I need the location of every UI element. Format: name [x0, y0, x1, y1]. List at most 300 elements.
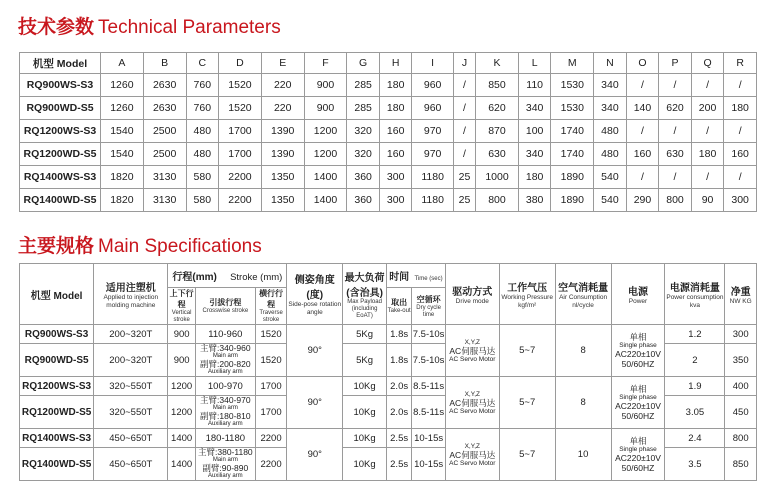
spec-row-machine: 450~650T [94, 448, 168, 481]
spec-group-rotation: 90° [287, 377, 343, 429]
tech-cell: 1540 [101, 143, 144, 166]
tech-cell: 90 [691, 189, 724, 212]
tech-row-model: RQ900WS-S3 [20, 74, 101, 97]
takeout-en: Take-out [387, 308, 411, 314]
tech-cell: 180 [379, 97, 412, 120]
tech-cell: 300 [724, 189, 757, 212]
tech-cell: 1530 [551, 97, 594, 120]
powercons-cn: 电源消耗量 [669, 282, 720, 294]
tech-cell: 480 [594, 143, 627, 166]
tech-cell: 160 [626, 143, 659, 166]
tech-cell: 110 [518, 74, 551, 97]
tech-cell: 360 [347, 166, 380, 189]
tech-cell: / [626, 120, 659, 143]
power-phase-cn: 单相 [629, 332, 647, 342]
spec-row-powercons: 2 [665, 344, 725, 377]
spec-group-pressure: 5~7 [499, 325, 555, 377]
power-phase-cn: 单相 [629, 384, 647, 394]
spec-header-power [611, 264, 665, 325]
tech-cell: 140 [626, 97, 659, 120]
spec-row-drycycle: 10-15s [412, 448, 446, 481]
tech-row [20, 189, 757, 212]
power-cn: 电源 [627, 286, 648, 298]
spec-header-vertical [168, 288, 195, 325]
spec-header-powercons [665, 264, 725, 325]
spec-row-machine: 320~550T [94, 396, 168, 429]
tech-cell: / [453, 74, 475, 97]
tech-col-n: N [594, 53, 627, 74]
tech-row-model: RQ1400WS-S3 [20, 166, 101, 189]
spec-row-crosswise: 110-960 [195, 325, 255, 344]
tech-col-q: Q [691, 53, 724, 74]
pressure-en: Working Pressure kgf/m² [501, 293, 553, 309]
spec-row-traverse: 2200 [255, 448, 287, 481]
spec-row-weight: 850 [725, 448, 757, 481]
tech-cell: 290 [626, 189, 659, 212]
spec-row-powercons: 3.05 [665, 396, 725, 429]
tech-cell: / [691, 74, 724, 97]
tech-cell: 100 [518, 120, 551, 143]
spec-header-weight [725, 264, 757, 325]
spec-row-vertical: 900 [168, 344, 195, 377]
tech-cell: 300 [379, 189, 412, 212]
air-cn: 空气消耗量 [558, 282, 609, 294]
tech-col-d: D [219, 53, 262, 74]
drive-type-cn: AC伺服马达 [449, 449, 496, 460]
tech-cell: 340 [594, 97, 627, 120]
main-specifications-table [19, 263, 757, 481]
spec-header-payload [343, 264, 387, 325]
tech-cell: 1000 [476, 166, 519, 189]
vertical-cn: 上下行程 [169, 289, 194, 309]
tech-cell: 1200 [304, 120, 347, 143]
tech-cell: 1820 [101, 189, 144, 212]
drive-type-en: AC Servo Motor [449, 407, 496, 415]
spec-row-weight: 800 [725, 429, 757, 448]
tech-cell: 760 [186, 74, 219, 97]
spec-group-air: 8 [555, 377, 611, 429]
power-phase-en: Single phase [619, 394, 657, 401]
tech-row [20, 97, 757, 120]
spec-row-model: RQ1400WD-S5 [20, 448, 94, 481]
tech-cell: 850 [476, 74, 519, 97]
tech-cell: 1700 [219, 143, 262, 166]
tech-cell: 1740 [551, 143, 594, 166]
weight-en: NW KG [729, 297, 752, 305]
tech-cell: 960 [412, 97, 453, 120]
tech-cell: / [453, 143, 475, 166]
tech-cell: 1820 [101, 166, 144, 189]
machine-en: Applied to injection molding machine [103, 293, 159, 309]
tech-header-model: 机型 Model [20, 53, 101, 74]
tech-cell: 3130 [143, 166, 186, 189]
spec-group-drive [445, 429, 499, 481]
tech-cell: 160 [724, 143, 757, 166]
spec-row-traverse: 1700 [255, 377, 287, 396]
spec-row-takeout: 2.0s [386, 396, 411, 429]
spec-group-rotation: 90° [287, 429, 343, 481]
tech-cell: 1350 [261, 189, 304, 212]
tech-cell: / [453, 97, 475, 120]
tech-row-model: RQ1200WD-S5 [20, 143, 101, 166]
spec-row-crosswise [195, 396, 255, 429]
spec-title-cn: 主要规格 [18, 236, 95, 257]
spec-row-drycycle: 7.5-10s [412, 325, 446, 344]
spec-section-title [18, 231, 262, 258]
tech-cell: 180 [691, 143, 724, 166]
spec-row-powercons: 3.5 [665, 448, 725, 481]
crosswise-aux-arm-en: Auxiliary arm [207, 369, 243, 375]
takeout-cn: 取出 [391, 298, 408, 307]
tech-row [20, 74, 757, 97]
power-frequency: 50/60HZ [621, 411, 655, 421]
tech-cell: 480 [594, 120, 627, 143]
spec-header-pressure [499, 264, 555, 325]
tech-col-o: O [626, 53, 659, 74]
drive-axes: X,Y,Z [464, 338, 480, 346]
tech-cell: 970 [412, 143, 453, 166]
power-phase-en: Single phase [619, 342, 657, 349]
power-voltage: AC220±10V [615, 349, 661, 359]
spec-row-weight: 350 [725, 344, 757, 377]
spec-row-drycycle: 8.5-11s [412, 377, 446, 396]
tech-cell: 1200 [304, 143, 347, 166]
tech-cell: 540 [594, 166, 627, 189]
tech-cell: 3130 [143, 189, 186, 212]
spec-row-weight: 300 [725, 325, 757, 344]
tech-cell: 1890 [551, 166, 594, 189]
spec-group-drive [445, 377, 499, 429]
stroke-en: Stroke (mm) [230, 272, 283, 283]
spec-header-stroke [168, 264, 287, 288]
tech-cell: / [659, 74, 692, 97]
spec-header-drycycle [412, 288, 446, 325]
tech-cell: 760 [186, 97, 219, 120]
tech-cell: 285 [347, 74, 380, 97]
crosswise-cn: 引拔行程 [209, 298, 242, 307]
tech-cell: 800 [476, 189, 519, 212]
tech-cell: 180 [518, 166, 551, 189]
power-phase-cn: 单相 [629, 436, 647, 446]
rotation-cn: 侧姿角度(度) [294, 275, 335, 301]
spec-header-crosswise [195, 288, 255, 325]
spec-row-crosswise: 180-1180 [195, 429, 255, 448]
tech-cell: 630 [476, 143, 519, 166]
spec-header-takeout [386, 288, 411, 325]
tech-title-cn: 技术参数 [18, 17, 95, 38]
spec-header-traverse [255, 288, 287, 325]
power-frequency: 50/60HZ [621, 359, 655, 369]
tech-cell: 1260 [101, 97, 144, 120]
spec-row [20, 429, 757, 448]
drive-axes: X,Y,Z [464, 390, 480, 398]
tech-cell: 540 [594, 189, 627, 212]
spec-row-vertical: 1200 [168, 377, 195, 396]
tech-cell: 2200 [219, 189, 262, 212]
tech-cell: 1890 [551, 189, 594, 212]
crosswise-aux-arm: 副臂:90-890 [202, 463, 249, 473]
tech-header-row [20, 53, 757, 74]
tech-cell: 200 [691, 97, 724, 120]
spec-row-takeout: 2.5s [386, 448, 411, 481]
tech-cell: 480 [186, 120, 219, 143]
spec-header-rotation [287, 264, 343, 325]
tech-cell: / [691, 120, 724, 143]
tech-cell: 2500 [143, 120, 186, 143]
spec-row-crosswise [195, 344, 255, 377]
tech-row [20, 166, 757, 189]
crosswise-main-arm: 主臂:340-960 [200, 343, 251, 353]
spec-row-model: RQ900WD-S5 [20, 344, 94, 377]
crosswise-aux-arm-en: Auxiliary arm [207, 421, 243, 427]
tech-cell: / [626, 166, 659, 189]
spec-row-takeout: 1.8s [386, 344, 411, 377]
spec-row-machine: 200~320T [94, 325, 168, 344]
spec-group-drive [445, 325, 499, 377]
crosswise-main-arm-en: Main arm [212, 353, 238, 359]
tech-cell: 1520 [219, 97, 262, 120]
tech-cell: 1520 [219, 74, 262, 97]
tech-cell: / [659, 166, 692, 189]
tech-cell: / [453, 120, 475, 143]
spec-row-payload: 10Kg [343, 377, 387, 396]
tech-col-p: P [659, 53, 692, 74]
spec-row-machine: 200~320T [94, 344, 168, 377]
spec-header-air [555, 264, 611, 325]
tech-cell: 180 [379, 74, 412, 97]
tech-cell: 620 [659, 97, 692, 120]
tech-cell: 1390 [261, 143, 304, 166]
spec-row-payload: 5Kg [343, 325, 387, 344]
drive-type-en: AC Servo Motor [449, 355, 496, 363]
spec-row-weight: 400 [725, 377, 757, 396]
tech-cell: 320 [347, 120, 380, 143]
spec-row-drycycle: 10-15s [412, 429, 446, 448]
spec-row-vertical: 1400 [168, 448, 195, 481]
spec-row-traverse: 1520 [255, 344, 287, 377]
crosswise-main-arm: 主臂:380-1180 [198, 447, 253, 457]
spec-group-power [611, 429, 665, 481]
tech-col-a: A [101, 53, 144, 74]
tech-cell: / [724, 74, 757, 97]
spec-title-en: Main Specifications [98, 236, 262, 257]
tech-cell: 160 [379, 143, 412, 166]
spec-row-traverse: 2200 [255, 429, 287, 448]
powercons-en: Power consumption kva [666, 293, 724, 309]
tech-cell: 620 [476, 97, 519, 120]
spec-header-drive [445, 264, 499, 325]
spec-row-machine: 450~650T [94, 429, 168, 448]
tech-cell: 870 [476, 120, 519, 143]
spec-row-powercons: 2.4 [665, 429, 725, 448]
spec-row-weight: 450 [725, 396, 757, 429]
power-voltage: AC220±10V [615, 401, 661, 411]
spec-row-model: RQ900WS-S3 [20, 325, 94, 344]
drycycle-en: Dry cycle time [416, 304, 441, 318]
crosswise-en: Crosswise stroke [202, 308, 249, 314]
tech-cell: 1740 [551, 120, 594, 143]
tech-cell: / [626, 74, 659, 97]
tech-cell: 340 [518, 143, 551, 166]
tech-cell: 25 [453, 166, 475, 189]
power-frequency: 50/60HZ [621, 463, 655, 473]
spec-row-takeout: 1.8s [386, 325, 411, 344]
spec-header-model: 机型 Model [20, 264, 94, 325]
tech-col-e: E [261, 53, 304, 74]
tech-col-k: K [476, 53, 519, 74]
tech-cell: 580 [186, 166, 219, 189]
spec-row-traverse: 1520 [255, 325, 287, 344]
spec-row-crosswise [195, 448, 255, 481]
crosswise-main-arm-en: Main arm [212, 405, 238, 411]
tech-cell: 2630 [143, 97, 186, 120]
tech-cell: 1260 [101, 74, 144, 97]
spec-group-pressure: 5~7 [499, 377, 555, 429]
tech-cell: 960 [412, 74, 453, 97]
tech-cell: 25 [453, 189, 475, 212]
tech-col-j: J [453, 53, 475, 74]
time-en: Time (sec) [414, 276, 443, 282]
tech-col-b: B [143, 53, 186, 74]
crosswise-aux-arm: 副臂:180-810 [200, 411, 251, 421]
drive-en: Drive mode [455, 297, 489, 305]
payload-en: Max Payload (including EoAT) [347, 298, 382, 319]
tech-row-model: RQ1200WS-S3 [20, 120, 101, 143]
spec-header-time [386, 264, 445, 288]
machine-cn: 适用注塑机 [105, 282, 156, 294]
tech-cell: / [691, 166, 724, 189]
payload-cn: 最大负荷 (含治具) [344, 272, 385, 299]
spec-row-vertical: 1200 [168, 396, 195, 429]
tech-cell: 380 [518, 189, 551, 212]
tech-cell: 2630 [143, 74, 186, 97]
spec-row-model: RQ1400WS-S3 [20, 429, 94, 448]
air-en: Air Consumption nl/cycle [559, 293, 608, 309]
spec-row-drycycle: 8.5-11s [412, 396, 446, 429]
tech-col-l: L [518, 53, 551, 74]
spec-header-row-1 [20, 264, 757, 288]
time-cn: 时间 [389, 272, 410, 283]
drycycle-cn: 空循环 [416, 294, 441, 304]
spec-group-air: 10 [555, 429, 611, 481]
crosswise-main-arm-en: Main arm [212, 457, 238, 463]
crosswise-main-arm: 主臂:340-970 [200, 395, 251, 405]
drive-cn: 驱动方式 [452, 286, 493, 298]
spec-row-vertical: 900 [168, 325, 195, 344]
tech-cell: 160 [379, 120, 412, 143]
spec-row-machine: 320~550T [94, 377, 168, 396]
tech-section-title [18, 12, 281, 39]
tech-cell: 900 [304, 97, 347, 120]
tech-cell: 970 [412, 120, 453, 143]
tech-cell: 180 [724, 97, 757, 120]
tech-cell: / [659, 120, 692, 143]
power-voltage: AC220±10V [615, 453, 661, 463]
spec-row-payload: 5Kg [343, 344, 387, 377]
tech-cell: 1540 [101, 120, 144, 143]
stroke-cn: 行程(mm) [172, 272, 217, 283]
traverse-cn: 横行行程 [259, 289, 284, 309]
spec-row-powercons: 1.9 [665, 377, 725, 396]
spec-group-air: 8 [555, 325, 611, 377]
tech-cell: 1700 [219, 120, 262, 143]
spec-row-traverse: 1700 [255, 396, 287, 429]
tech-cell: 1400 [304, 166, 347, 189]
spec-row [20, 325, 757, 344]
pressure-cn: 工作气压 [507, 282, 548, 294]
rotation-en: Side-pose rotation angle [288, 301, 342, 316]
spec-group-power [611, 325, 665, 377]
drive-type-cn: AC伺服马达 [449, 397, 496, 408]
tech-col-g: G [347, 53, 380, 74]
tech-cell: 1180 [412, 166, 453, 189]
tech-row-model: RQ1400WD-S5 [20, 189, 101, 212]
spec-row-takeout: 2.5s [386, 429, 411, 448]
spec-row-powercons: 1.2 [665, 325, 725, 344]
spec-row-payload: 10Kg [343, 448, 387, 481]
technical-parameters-table [19, 52, 757, 212]
tech-col-h: H [379, 53, 412, 74]
tech-cell: 580 [186, 189, 219, 212]
weight-cn: 净重 [730, 286, 751, 298]
tech-cell: 220 [261, 97, 304, 120]
tech-cell: 2200 [219, 166, 262, 189]
spec-row-payload: 10Kg [343, 396, 387, 429]
spec-row-model: RQ1200WD-S5 [20, 396, 94, 429]
tech-cell: 480 [186, 143, 219, 166]
spec-header-machine [94, 264, 168, 325]
tech-row-model: RQ900WD-S5 [20, 97, 101, 120]
tech-cell: 320 [347, 143, 380, 166]
tech-cell: 1390 [261, 120, 304, 143]
drive-type-en: AC Servo Motor [449, 459, 496, 467]
tech-cell: / [724, 120, 757, 143]
spec-group-rotation: 90° [287, 325, 343, 377]
traverse-en: Traverse stroke [259, 310, 283, 323]
tech-col-f: F [304, 53, 347, 74]
tech-cell: 1400 [304, 189, 347, 212]
tech-col-i: I [412, 53, 453, 74]
tech-cell: 1350 [261, 166, 304, 189]
tech-cell: 630 [659, 143, 692, 166]
spec-row-payload: 10Kg [343, 429, 387, 448]
spec-group-power [611, 377, 665, 429]
tech-cell: 285 [347, 97, 380, 120]
tech-cell: 300 [379, 166, 412, 189]
tech-title-en: Technical Parameters [98, 17, 281, 38]
vertical-en: Vertical stroke [171, 310, 192, 323]
spec-row-vertical: 1400 [168, 429, 195, 448]
tech-col-c: C [186, 53, 219, 74]
tech-cell: 220 [261, 74, 304, 97]
power-en: Power [628, 297, 648, 305]
spec-group-pressure: 5~7 [499, 429, 555, 481]
drive-axes: X,Y,Z [464, 442, 480, 450]
tech-cell: 800 [659, 189, 692, 212]
power-phase-en: Single phase [619, 446, 657, 453]
tech-cell: 900 [304, 74, 347, 97]
spec-row-crosswise: 100-970 [195, 377, 255, 396]
tech-cell: 1180 [412, 189, 453, 212]
tech-cell: / [724, 166, 757, 189]
spec-row-model: RQ1200WS-S3 [20, 377, 94, 396]
crosswise-aux-arm: 副臂:200-820 [200, 359, 251, 369]
tech-cell: 340 [518, 97, 551, 120]
tech-cell: 360 [347, 189, 380, 212]
tech-col-r: R [724, 53, 757, 74]
spec-row-takeout: 2.0s [386, 377, 411, 396]
tech-cell: 2500 [143, 143, 186, 166]
